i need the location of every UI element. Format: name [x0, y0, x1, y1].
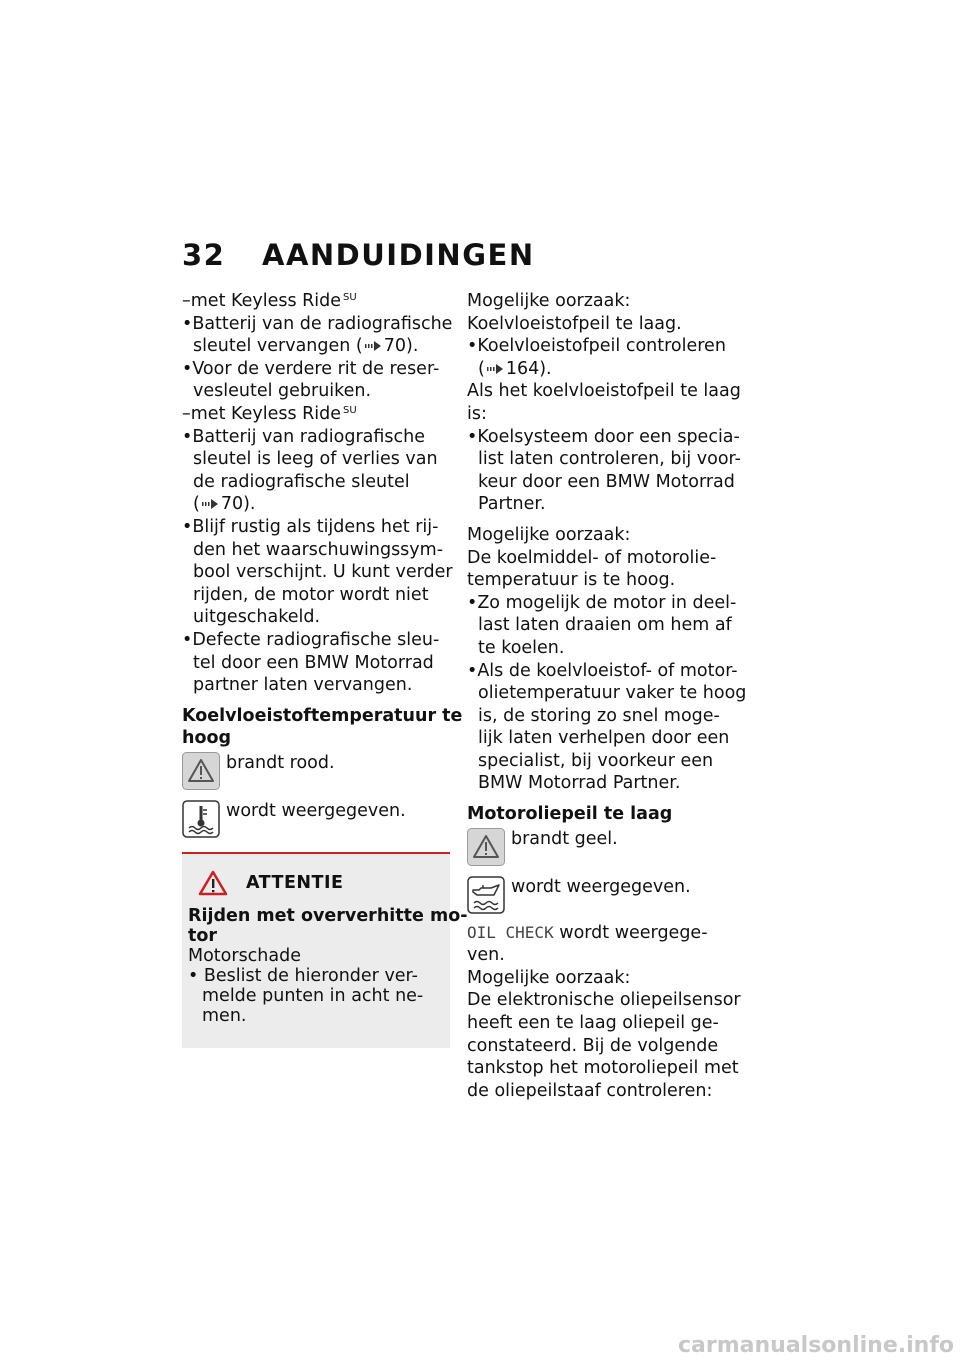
list-item-cont: den het waarschuwingssym-: [193, 539, 444, 560]
list-item: • Beslist de hieronder ver-: [188, 966, 418, 986]
indicator-row: [182, 800, 450, 838]
list-item-cont: te koelen.: [478, 637, 565, 658]
text: sleutel vervangen (: [193, 336, 363, 357]
text: (: [193, 494, 200, 515]
paragraph-line: tankstop het motoroliepeil met: [467, 1058, 739, 1079]
paragraph-line: de oliepeilstaaf controleren:: [467, 1080, 713, 1101]
list-item: •Batterij van de radiografische: [182, 313, 453, 334]
coolant-temperature-icon: [182, 800, 220, 838]
list-item: •Zo mogelijk de motor in deel-: [467, 592, 737, 613]
list-item: •Batterij van radiografische: [182, 426, 426, 447]
page-ref: 164).: [505, 358, 552, 379]
cause-label: Mogelijke oorzaak:: [467, 967, 631, 988]
list-item-cont: last laten draaien om hem af: [478, 615, 732, 636]
list-item-cont: [182, 493, 450, 516]
oil-check-display-text: OIL CHECK: [467, 922, 554, 942]
paragraph-line: constateerd. Bij de volgende: [467, 1035, 719, 1056]
list-item: •Defecte radiografische sleu-: [182, 629, 440, 650]
page-ref-arrow-icon: [365, 341, 381, 351]
attention-title: ATTENTIE: [246, 873, 344, 893]
list-item: •Koelvloeistofpeil controleren: [467, 336, 726, 357]
page-ref-arrow-icon: [202, 499, 218, 509]
section-heading: Koelvloeistoftemperatuur te: [182, 705, 463, 726]
su-superscript: SU: [343, 292, 357, 303]
section-heading-cont: hoog: [182, 728, 232, 749]
list-item-cont: rijden, de motor wordt niet: [193, 584, 429, 605]
cause-label: Mogelijke oorzaak:: [467, 524, 631, 545]
attention-box: [182, 852, 468, 1048]
text: wordt weergege-: [553, 922, 708, 943]
paragraph-line: Koelvloeistofpeil te laag.: [467, 313, 682, 334]
list-item-cont: melde punten in acht ne-: [202, 986, 424, 1006]
section-heading: Motoroliepeil te laag: [467, 804, 673, 825]
paragraph-line: temperatuur is te hoog.: [467, 570, 676, 591]
status-text: wordt weergegeven.: [511, 876, 691, 897]
list-item-cont: uitgeschakeld.: [193, 607, 321, 628]
indicator-row: [182, 752, 450, 790]
list-item-cont: sleutel is leeg of verlies van: [193, 449, 438, 470]
indicator-row: [467, 828, 739, 866]
keyless-label-1: [182, 290, 450, 313]
paragraph-line: Als het koelvloeistofpeil te laag: [467, 381, 741, 402]
list-item-cont: lijk laten verhelpen door een: [478, 728, 730, 749]
list-item-cont: olietemperatuur vaker te hoog: [478, 683, 747, 704]
right-column: [467, 290, 747, 1102]
paragraph-line: heeft een te laag oliepeil ge-: [467, 1013, 719, 1034]
indicator-row: [467, 876, 739, 914]
list-item-cont: tel door een BMW Motorrad: [193, 652, 434, 673]
list-item-cont: men.: [202, 1006, 247, 1026]
list-item-cont: is, de storing zo snel moge-: [478, 705, 720, 726]
list-item-cont: bool verschijnt. U kunt verder: [193, 562, 453, 583]
page-ref-arrow-icon: [487, 364, 503, 374]
oil-level-icon: [467, 876, 505, 914]
keyless-text: –met Keyless Ride: [182, 291, 342, 311]
list-item: •Koelsysteem door een specia-: [467, 426, 740, 447]
attention-heading-cont: tor: [188, 926, 218, 946]
list-item-cont: de radiografische sleutel: [193, 471, 410, 492]
page-number: 32: [182, 238, 226, 272]
list-item-cont: partner laten vervangen.: [193, 675, 413, 696]
keyless-text: –met Keyless Ride: [182, 403, 342, 424]
page-title: AANDUIDINGEN: [262, 238, 535, 272]
list-item-cont: BMW Motorrad Partner.: [478, 773, 681, 794]
status-text: brandt rood.: [226, 752, 335, 773]
oil-check-line: [467, 922, 739, 945]
warning-indicator-icon: [182, 752, 220, 790]
watermark: carmanualsonline.info: [678, 1333, 954, 1358]
paragraph-line: is:: [467, 403, 487, 424]
su-superscript: SU: [343, 404, 357, 416]
list-item-cont: [182, 335, 450, 358]
paragraph-line: ven.: [467, 945, 505, 966]
list-item-cont: [467, 358, 739, 381]
list-item-cont: list laten controleren, bij voor-: [478, 449, 741, 470]
list-item-cont: Partner.: [478, 494, 546, 515]
attention-heading: Rijden met oververhitte mo-: [188, 906, 468, 926]
paragraph-line: De koelmiddel- of motorolie-: [467, 547, 717, 568]
attention-header: [188, 870, 446, 896]
page-ref: 70).: [220, 494, 256, 515]
keyless-label-2: [182, 403, 450, 426]
list-item: •Voor de verdere rit de reser-: [182, 358, 440, 379]
attention-cause: Motorschade: [188, 946, 301, 966]
status-text: wordt weergegeven.: [226, 800, 406, 821]
page-ref: 70).: [383, 336, 419, 357]
list-item: •Als de koelvloeistof- of motor-: [467, 660, 738, 681]
list-item-cont: specialist, bij voorkeur een: [478, 750, 714, 771]
page-header: [182, 238, 535, 272]
text: (: [478, 358, 485, 379]
warning-triangle-icon: [198, 870, 228, 896]
warning-indicator-icon: [467, 828, 505, 866]
left-column: [182, 290, 463, 838]
status-text: brandt geel.: [511, 828, 618, 849]
paragraph-line: De elektronische oliepeilsensor: [467, 990, 741, 1011]
list-item: •Blijf rustig als tijdens het rij-: [182, 516, 439, 537]
list-item-cont: vesleutel gebruiken.: [193, 381, 372, 402]
cause-label: Mogelijke oorzaak:: [467, 291, 631, 311]
list-item-cont: keur door een BMW Motorrad: [478, 471, 735, 492]
